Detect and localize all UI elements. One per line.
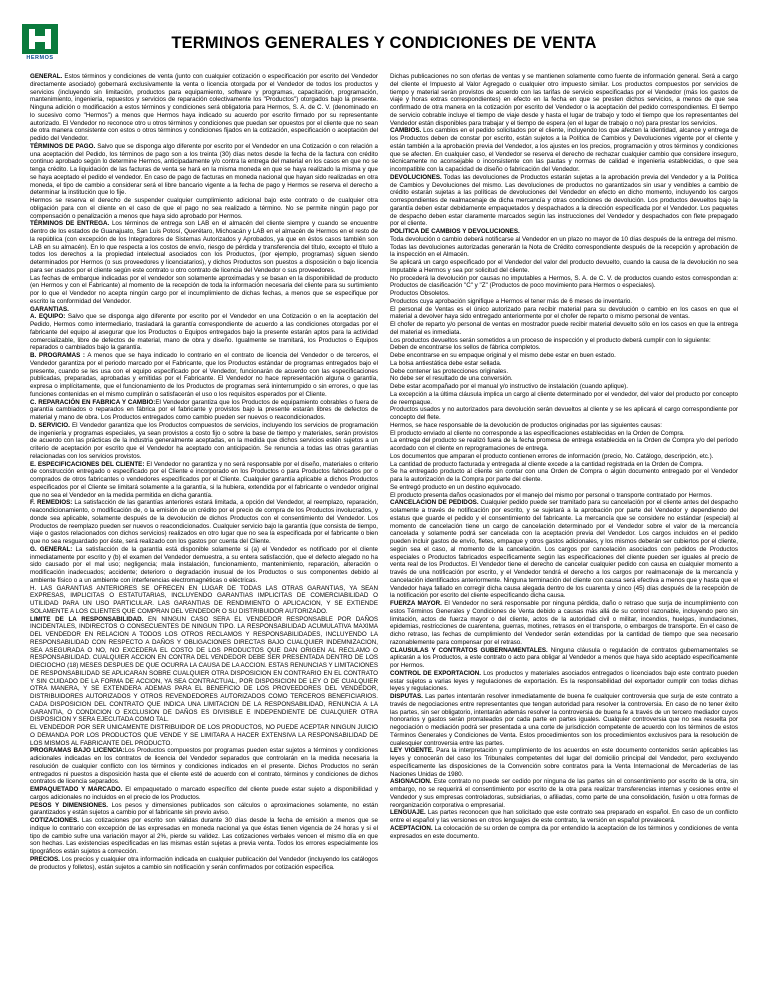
clause-text: Los términos de entrega son LAB en el almacén del cliente siempre y cuando se encuentre dentro de los estados de Guanajuato, San Luis Potosí, Querétaro, Michoacán y LAB en el almacén de Hermos en el resto de la república (con excepción de los Integradores de Sistemas Autorizados y Aprobados, ya que en éstos casos también son LAB en su almacén). En lo que respecta a los costos de envío, riesgo de pérdida y transferencia del título, excepto el título a todos los derechos a la propiedad intelectual asociados con los Productos, (por ejemplo, programas) siguen siendo determinados por Hermos (o sus proveedores y licenciatarios), y dichos Productos son puestos a disposición o bajo licencia para ser usados por el cliente según este contrato u otro contrato de licencia del Vendedor o sus proveedores. bbox=[30, 220, 378, 274]
clause-label: LEY VIGENTE. bbox=[390, 747, 434, 755]
clause-paragraph bbox=[30, 616, 378, 725]
clause-text: El empaquetado o marcado específico del cliente puede estar sujeto a disponibilidad y cargos adicionales no incluidos en el precio de los Productos. bbox=[30, 786, 378, 801]
clause-label: POLITICA DE CAMBIOS Y DEVOLUCIONES. bbox=[390, 228, 520, 235]
clause-paragraph bbox=[390, 360, 738, 368]
clause-text: Productos cuya aprobación signifique a Hermos el tener más de 6 meses de inventario. bbox=[390, 297, 633, 305]
clause-text: Cualquier pedido puede ser tramitado para su cancelación por el cliente antes del despacho solamente a través de notificación por escrito, y se sujetará a la aprobación por parte del Vendedor y dependiendo del estatus que guarde el pedido y el consentimiento del fabricante. La mercancía que se considere no estándar (especial) al momento de cancelación tiene un cargo de cancelación determinado por el Vendedor sobre el valor de la mercancía cancelada y solamente podrá ser cancelada con la aceptación previa del Vendedor. Los cargos incluidos en el pedido pueden incluir gastos de envío, fletes, empaque y otros gastos adicionales, y los mismos deberán ser cubiertos por el cliente, según sea el caso, al momento de la cancelación. Los cargos por cancelación asociados con pedidos de Productos especiales o Productos fabricados específicamente según las especificaciones del cliente pueden ser iguales al precio de venta real de los Productos. El Vendedor tiene el derecho de cancelar cualquier pedido con causa en cualquier momento a través de una notificación por escrito, y el Vendedor tendrá el derecho a los cargos por realmacenaje de la mercancía y cancelación identificados anteriormente. Ninguna terminación del cliente con causa será efectiva a menos que y hasta que el Vendedor haya fallado en corregir dicha causa alegada dentro de los cuarenta y cinco (45) días después de la recepción de la notificación por escrito del cliente especificando dicha causa. bbox=[390, 499, 738, 600]
clause-text: No debe ser el resultado de una conversión. bbox=[390, 375, 513, 383]
clause-text: La cantidad de producto facturada y entregada al cliente excede a la cantidad registrada en la Orden de Compra. bbox=[390, 460, 704, 468]
clause-paragraph bbox=[390, 337, 738, 345]
clause-text: No procederá la devolución por causas no imputables a Hermos, S. A. de C. V. de productos cuando estos correspondan a: Productos de clasificación "C" y "Z" (Productos de poco movimiento para Hermos o especiales). bbox=[390, 274, 738, 290]
clause-label: GARANTIAS. bbox=[30, 305, 69, 313]
clause-paragraph bbox=[390, 344, 738, 352]
clause-paragraph bbox=[30, 73, 378, 143]
clause-paragraph bbox=[390, 290, 738, 298]
clause-text: Productos Obsoletos. bbox=[390, 290, 450, 297]
clause-paragraph bbox=[30, 856, 378, 872]
clause-text: Las partes intentarán resolver inmediatamente de buena fe cualquier controversia que surja de este contrato a través de negociaciones entre representantes que tengan autoridad para resolver la controversia. En caso de no tener éxito las partes, sin ser obligatorio, intentarán además resolver la controversia de buena fe a través de un tercero mediador cuyos honorarios y gastos serán prorrateados por cada parte en partes iguales. Cualquier controversia que no sea resuelta por negociación o mediación podrá ser presentada a una corte de jurisdicción competente de acuerdo con los términos de estos Términos Generales y Condiciones de Venta. Estos procedimientos son los procedimientos exclusivos para la resolución de cualesquier controversia entre las partes. bbox=[390, 693, 738, 747]
clause-text: La satisfacción de la garantía está disponible solamente si (a) el Vendedor es notificado por el cliente inmediatamente por escrito y (b) el examen del Vendedor demuestra, a su entera satisfacción, que el defecto alegado no ha sido causado por el mal uso; negligencia; mala instalación, funcionamiento, mantenimiento, reparación, alteración o modificación inadecuados; accidente; deterioro o degradación inusual de los Productos o sus componentes debido al ambiente físico o a un ambiente con interferencias electromagnéticas o eléctricas. bbox=[30, 545, 378, 584]
clause-paragraph bbox=[390, 306, 738, 322]
clause-text: Debe estar acompañado por el manual y/o instructivo de instalación (cuando aplique). bbox=[390, 383, 628, 390]
clause-paragraph bbox=[390, 383, 738, 391]
clause-paragraph bbox=[30, 724, 378, 747]
clause-paragraph bbox=[390, 430, 738, 438]
clause-text: Deben de encontrarse los sellos de fábrica completos. bbox=[390, 344, 541, 352]
clause-text: Salvo que se disponga algo diferente por escrito por el Vendedor en una Cotización o en la aceptación del Pedido, Hermos como intermediario, trasladará la garantía correspondiente de acuerdo a las condiciones otorgadas por el fabricante del equipo al asegurar que los Productos o Equipos entregados bajo la presente estarán aptos para la actividad comercializable, libre de defectos de material, mano de obra y diseño. Igualmente se tramitará, los Productos o Equipos reparados o cambiados bajo la garantía. bbox=[30, 313, 378, 352]
clause-paragraph bbox=[390, 600, 738, 647]
clause-paragraph bbox=[390, 670, 738, 693]
clause-paragraph bbox=[390, 275, 738, 291]
clause-text: El Vendedor garantiza que los Productos de equipamiento cobrables o fuera de garantía cambiados o reparados en fábrica por el fabricante y provistos bajo la presente estarán libres de defectos de material y mano de obra. Los Productos entregados como cambio pueden ser nuevos o reacondicionados. bbox=[30, 398, 378, 421]
clause-paragraph bbox=[390, 127, 738, 174]
clause-paragraph bbox=[390, 437, 738, 453]
clause-paragraph bbox=[30, 422, 378, 461]
clause-text: H. LAS GARANTIAS ANTERIORES SE OFRECEN EN LUGAR DE TODAS LAS OTRAS GARANTIAS, YA SEAN EXPRESAS, IMPLICITAS O ESTATUTARIAS, INCLUYENDO GARANTIAS IMPLICITAS DE COMERCIABILIDAD O UTILIDAD PARA UN USO PARTICULAR. LAS GARANTIAS DE RENDIMIENTO O APLICACION, Y SE EXTIENDE SOLAMENTE A LOS CLIENTES QUE COMPRAN DEL VENDEDOR O SU DISTRIBUIDOR AUTORIZADO. bbox=[30, 584, 378, 615]
clause-text: EN NINGUN CASO SERA EL VENDEDOR RESPONSABLE POR DAÑOS INCIDENTALES, INDIRECTOS O CONSECUENTES DE NINGUN TIPO. LA RESPONSABILIDAD ACUMULATIVA MAXIMA DEL VENDEDOR EN RELACION A TODOS LOS OTROS RECLAMOS Y RESPONSABILIDADES, INCLUYENDO LA RESPONSABILIDAD CON RESPECTO A DAÑOS Y OBLIGACIONES DIRECTAS BAJO CUALQUIER INDEMNIZACION, SEA ASEGURADA O NO, NO EXCEDERA EL COSTO DE LOS PRODUCTOS QUE DAN ORIGEN AL RECLAMO O RESPONSABILIDAD. CUALQUIER ACCION EN CONTRA DEL VENDEDOR DEBE SER PRESENTADA DENTRO DE LOS DIECIOCHO (18) MESES DESPUES DE QUE OCURRA LA CAUSA DE LA ACCION. ESTAS RENUNCIAS Y LIMITACIONES DE RESPONSABILIDAD SE APLICARAN SOBRE CUALQUIER OTRA DISPOSICION EN CONTRARIO EN EL CONTRATO Y SIN CUIDADO DE LA FORMA DE ACCION, YA SEA CONTRACTUAL, POR DISPOSICION DE LEY O DE CUALQUIER OTRA MANERA, Y SE EXTENDERA ADEMAS PARA EL BENEFICIO DE LOS PROVEEDORES DEL VENDEDOR, DISTRIBUIDORES AUTORIZADOS Y OTROS REVENDEDORES AUTORIZADOS COMO TERCEROS BENEFICIARIOS. CADA DISPOSICION DEL CONTRATO QUE INDICA UNA LIMITACION DE LA RESPONSABILIDAD, RENUNCIA A LA GARANTIA, O CONDICION O EXCLUSION DE DAÑOS ES DIVISIBLE E INDEPENDIENTE DE CUALQUIER OTRA DISPOSICION Y SERA EJECUTADA COMO TAL. bbox=[30, 615, 378, 724]
clause-text: Los precios y cualquier otra información indicada en cualquier publicación del Vendedor (incluyendo los catálogos de productos y folletos), están sujetos a cambio sin notificación y serán confirmados por cotización específica. bbox=[30, 855, 378, 871]
clause-paragraph bbox=[30, 747, 378, 786]
clause-paragraph bbox=[390, 825, 738, 841]
clause-text: Debe contener las protecciones originales. bbox=[390, 367, 509, 375]
clause-label: TÉRMINOS DE ENTREGA. bbox=[30, 220, 110, 228]
clause-label: B. PROGRAMAS : bbox=[30, 352, 85, 359]
clause-paragraph bbox=[390, 244, 738, 260]
clause-text: Los Productos compuestos por programas pueden estar sujetos a términos y condiciones adicionales indicadas en los contratos de licencia del Vendedor separados que controlarán en la medida necesaria la resolución de cualquier conflicto con los términos y condiciones indicados en el presente. Dichos Productos no serán entregados ni puestos a disposición hasta que el cliente esté de acuerdo con el contrato, términos y condiciones de dichos contratos de licencia separados. bbox=[30, 747, 378, 786]
clause-paragraph bbox=[390, 693, 738, 747]
clause-text: El Vendedor no garantiza y no será responsable por el diseño, materiales o criterio de construcción entregado o especificado por el Cliente e incorporado en los Productos o para Productos fabricados por o comprados de otros fabricantes o vendedores especificados por el Cliente. Cualquier garantía aplicable a dichos Productos especificados por el Cliente se limitará solamente a la garantía, si la hubiera, extendida por el fabricante o vendedor original que no sea el Vendedor en la medida permitida en dicha garantía. bbox=[30, 460, 378, 499]
clause-label: CAMBIOS. bbox=[390, 127, 422, 135]
right-column bbox=[390, 73, 738, 985]
clause-paragraph bbox=[30, 786, 378, 802]
clause-text: Las partes reconocen que han solicitado que este contrato sea preparado en español. En caso de un conflicto entre el español y las versiones en otros lenguajes de este contrato, la versión en español prevalecerá. bbox=[390, 809, 738, 824]
clause-paragraph bbox=[390, 809, 738, 825]
clause-text: Los pesos y dimensiones publicados son cálculos o aproximaciones solamente, no están garantizados y están sujetos a cambio por el fabricante sin previo aviso. bbox=[30, 801, 378, 817]
clause-paragraph bbox=[390, 422, 738, 430]
clause-paragraph bbox=[30, 275, 378, 306]
clause-paragraph bbox=[390, 461, 738, 469]
clause-text: La entrega del producto se realizó fuera de la fecha promesa de entrega establecida en la Orden de Compra y/o del período acordado con el cliente en reprogramaciones de entrega. bbox=[390, 437, 738, 452]
clause-text: Todas las devoluciones autorizadas generarán la Nota de Crédito correspondiente después de la recepción y aprobación de la inspección en el Almacén. bbox=[390, 243, 738, 259]
clause-label: CONTROL DE EXPORTACION. bbox=[390, 669, 482, 677]
clause-label: CANCELACION DE PEDIDOS. bbox=[390, 499, 479, 507]
clause-paragraph bbox=[30, 399, 378, 422]
terms-body bbox=[30, 73, 738, 985]
clause-label: COTIZACIONES. bbox=[30, 817, 79, 824]
clause-text: Todas las devoluciones de Productos estarán sujetas a la aprobación previa del Vendedor y a la Política de Cambios y Devoluciones del mismo. Las devoluciones de productos no garantizados sin usar y vendibles a cambio de crédito estarán sujetas a las políticas de devoluciones del Vendedor en efecto en dicho momento, incluyendo los cargos correspondientes de realmacenaje de dicha mercancía y otras condiciones de devolución. Los productos devueltos bajo la garantía deben estar debidamente empaquetados y despachados a la dirección especificada por el Vendedor. Los paquetes de despacho deben estar claramente marcados según las instrucciones del Vendedor y despachados con flete prepagado por el cliente. bbox=[390, 173, 738, 228]
clause-label: PRECIOS. bbox=[30, 855, 60, 863]
clause-text: Las cotizaciones por escrito son válidas durante 30 días desde la fecha de emisión a menos que se indique lo contrario con excepción de las expresadas en moneda nacional ya que éstas tienen vigencia de 24 horas y si el tipo de cambio sufre una variación mayor al 2%, pierde su validez. Las cotizaciones verbales vencen el mismo día en que son hechas. Las existencias especificadas en las mismas están sujetas a previa venta. Todos los errores especialmente los tipográficos están sujetos a corrección. bbox=[30, 817, 378, 855]
clause-paragraph bbox=[390, 492, 738, 500]
clause-label: C. REPARACIÓN EN FABRICA Y CAMBIO: bbox=[30, 398, 156, 406]
clause-label: PROGRAMAS BAJO LICENCIA: bbox=[30, 747, 125, 755]
clause-paragraph bbox=[390, 499, 738, 600]
clause-paragraph bbox=[390, 778, 738, 809]
clause-text: Se ha entregado producto al cliente sin contar con una Orden de Compra o algún documento entregado por el Vendedor para la autorización de la Compra por parte del cliente. bbox=[390, 468, 738, 483]
clause-text: La colocación de su orden de compra da por entendido la aceptación de los términos y condiciones de venta expresados en este documento. bbox=[390, 824, 738, 840]
clause-paragraph bbox=[390, 484, 738, 492]
clause-label: PESOS Y DIMENSIONES. bbox=[30, 801, 109, 809]
clause-paragraph bbox=[30, 802, 378, 818]
clause-text: El Vendedor no será responsable por ninguna pérdida, daño o retraso que surja de incumplimiento con estos Términos Generales y Condiciones de Venta debido a causas más allá de su control razonable, incluyendo pero sin limitación, actos de fuerza mayor o del cliente, actos de la autoridad civil o militar, incendios, huelgas, inundaciones, epidemias, restricciones de cuarentena, guerras, motines, retrasos en el transporte, o embargos de transporte. En el caso de dicho retraso, las fechas de cumplimiento del Vendedor serán extendidas por la cantidad de tiempo que sea necesario razonablemente para compensar por el retraso. bbox=[390, 600, 738, 646]
clause-text: Los productos devueltos serán sometidos a un proceso de inspección y el producto deberá cumplir con lo siguiente: bbox=[390, 336, 711, 344]
clause-label: A. EQUIPO: bbox=[30, 313, 66, 321]
clause-text: El producto presenta daños ocasionados por el manejo del mismo por personal o transporte contratado por Hermos. bbox=[390, 491, 713, 499]
clause-paragraph bbox=[390, 259, 738, 275]
clause-paragraph bbox=[390, 647, 738, 670]
clause-text: Hermos se reserva el derecho de suspender cualquier cumplimiento adicional bajo este contrato o de cualquier otra obligación para con el cliente en el caso de que el pago no sea realizado a término. No se permite ningún pago por compensación o penalización a menos que haya sido aprobado por Hermos. bbox=[30, 197, 378, 220]
clause-paragraph bbox=[390, 73, 738, 127]
clause-paragraph bbox=[390, 406, 738, 422]
clause-text: Estos términos y condiciones de venta (junto con cualquier cotización o especificación por escrito del Vendedor directamente asociado) gobernará exclusivamente la venta o licencia otorgada por el Vendedor de todos los productos y servicios (incluyendo sin limitación, productos para equipamiento, software y programas, capacitación, programación, mantenimiento, ingeniería, repuestos y servicios de reparación colectivamente los "Productos") otorgados bajo la presente. Ninguna adición o modificación a estos términos y condiciones será obligatoria para Hermos, S. A. de C. V. (denominado en lo sucesivo como "Hermos") a menos que Hermos haya indicado su acuerdo por escrito firmado por su representante autorizado. El Vendedor no reconoce otro u otros términos y condiciones que puedan ser opuestos por el cliente que no sean de otra manera consistente con estos o otros términos y condiciones fijados en la cotización, especificación o aceptación del pedido del Vendedor. bbox=[30, 73, 378, 142]
left-column bbox=[30, 73, 378, 985]
clause-paragraph bbox=[390, 368, 738, 376]
clause-text: Hermos, se hace responsable de la devolución de productos originadas por las siguientes causas: bbox=[390, 421, 663, 429]
clause-label: E. ESPECIFICACIONES DEL CLIENTE: bbox=[30, 460, 145, 468]
clause-label: TÉRMINOS DE PAGO. bbox=[30, 142, 96, 150]
clause-label: ASIGNACION. bbox=[390, 778, 432, 786]
clause-text: La satisfacción de las garantías anteriores estará limitada, a opción del Vendedor, al reemplazo, reparación, reacondicionamiento, o modificación de, o la emisión de un crédito por el precio de compra de los Productos involucrados, y donde sea aplicable, solamente después de la devolución de dichos Productos con el consentimiento del Vendedor. Los Productos de reemplazo pueden ser nuevos o reacondicionados. Cualquier servicio bajo la garantía (que consista de tiempo, viaje o gastos relacionados con dichos servicios) realizados en otro lugar que no sea la especificada por el fabricante o bien que no sea resguardado por éste, será realizado con los gastos por cuenta del Cliente. bbox=[30, 499, 378, 545]
clause-text: El Vendedor garantiza que los Productos compuestos de servicios, incluyendo los servicios de programación de ingeniería y programas especiales, ya sean provistos a costo fijo o sobre la base de tiempo y materiales, serán provistos de acuerdo con las prácticas de la industria generalmente aceptadas, en la medida que dichos servicios estén sujetos a un criterio de aceptación por escrito que el Vendedor ha aceptado con anticipación. Se renuncia a todas las otras garantías relacionadas con los servicios provistos. bbox=[30, 421, 378, 460]
clause-text: Toda devolución o cambio deberá notificarse al Vendedor en un plazo no mayor de 10 días después de la entrega del mismo. bbox=[390, 235, 738, 243]
clause-paragraph bbox=[390, 747, 738, 778]
clause-text: Este contrato no puede ser cedido por ninguna de las partes sin el consentimiento por escrito de la otra, sin embargo, no se requerirá el consentimiento por escrito de la otra para realizar transferencias internas y cesiones entre el Vendedor y sus empresas controladoras, subsidiarias, o afiliadas, como parte de una consolidación, fusión u otra formas de reorganización corporativa o empresarial. bbox=[390, 778, 738, 809]
clause-paragraph bbox=[30, 499, 378, 546]
clause-text: Los cambios en el pedido solicitados por el cliente, incluyendo los que afecten la identidad, alcance y entrega de los Productos deben de constar por escrito, están sujetos a la Política de Cambios y Devoluciones vigente por el cliente y están también a la aprobación previa del Vendedor, a los ajustes en los precios, programación y otros términos y condiciones que se afecten. En cualquier caso, el Vendedor se reserva el derecho de rechazar cualquier cambio que considere inseguro, técnicamente no aconsejable o inconsistente con las pautas y normas de calidad e ingeniería establecidas, o que sea incompatible con la capacidad de diseño o fabricación del Vendedor. bbox=[390, 127, 738, 173]
clause-paragraph bbox=[390, 468, 738, 484]
clause-text: Salvo que se disponga algo diferente por escrito por el Vendedor en una Cotización o con relación a una aceptación del Pedido, los términos de pago son a los treinta (30) días netos desde la fecha de la factura con crédito continuo aprobado según lo determine Hermos, anticipadamente y/o contra la entrega del material en los casos en que no se tenga crédito. La liquidación de las facturas de venta se hará en la misma moneda en que se haya realizado la misma y que se haya aceptado el pedido el vendedor. En caso de pago de facturas en moneda nacional que hayan sido realizadas en otra moneda, el tipo de cambio a considerar será el libre bancario vigente a la fecha de pago y Hermos se reserva el derecho a determinar la institución que lo fije. bbox=[30, 142, 378, 197]
clause-label: EMPAQUETADO Y MARCADO. bbox=[30, 786, 123, 793]
clause-paragraph bbox=[30, 461, 378, 500]
clause-text: Productos usados y no autorizados para devolución serán devueltos al cliente y se les aplicará el cargo correspondiente por concepto del flete. bbox=[390, 406, 738, 421]
clause-paragraph bbox=[390, 228, 738, 236]
clause-text: Para la interpretación y cumplimiento de los acuerdos en este documento contenidos serán aplicables las leyes y conocerán del caso los Tribunales competentes del lugar del domicilio principal del Vendedor, pero excluyendo específicamente las disposiciones de la Convención sobre contratos para la Venta Internacional de Mercaderías de las Naciones Unidas de 1980. bbox=[390, 747, 738, 778]
clause-text: El producto enviado al cliente no corresponde a las especificaciones establecidas en la Orden de Compra. bbox=[390, 429, 685, 437]
clause-paragraph bbox=[390, 321, 738, 337]
clause-paragraph bbox=[30, 313, 378, 352]
clause-text: Debe encontrarse en su empaque original y el mismo debe estar en buen estado. bbox=[390, 352, 616, 359]
clause-label: FUERZA MAYOR. bbox=[390, 600, 442, 607]
clause-text: Se aplicará un cargo especificado por el Vendedor del valor del producto devuelto, cuando la causa de la devolución no sea imputable a Hermos y sea por solicitud del cliente. bbox=[390, 259, 738, 274]
clause-label: DEVOLUCIONES. bbox=[390, 173, 442, 181]
hermos-logo-text: HERMOS bbox=[26, 55, 54, 61]
clause-paragraph bbox=[390, 298, 738, 306]
clause-paragraph bbox=[30, 197, 378, 220]
clause-paragraph bbox=[30, 546, 378, 585]
clause-paragraph bbox=[390, 352, 738, 360]
clause-label: D. SERVICIO. bbox=[30, 421, 70, 429]
clause-text: EL VENDEDOR POR SER UNICAMENTE DISTRIBUIDOR DE LOS PRODUCTOS, NO PUEDE ACEPTAR NINGUN JUICIO O DEMANDA POR LOS PRODUCTOS QUE VENDE Y SE LIMITARA A HACER EXTENSIVA LA RESPONSABILIDAD DE LOS MISMOS AL FABRICANTE DEL PRODUCTO. bbox=[30, 724, 378, 747]
clause-paragraph bbox=[390, 391, 738, 407]
clause-text: La excepción a la última cláusula implica un cargo al cliente determinado por el vendedor, del valor del producto por concepto de reempaque. bbox=[390, 390, 738, 406]
clause-text: Ninguna cláusula o regulación de contratos gubernamentales se aplicarán a los Productos, a este contrato o acto para obligar al Vendedor a menos que haya sido aceptado específicamente por Hermos. bbox=[390, 646, 738, 669]
clause-text: Los documentos que amparan el producto contienen errores de información (precio, No. Catálogo, descripción, etc.). bbox=[390, 452, 714, 460]
clause-text: Se entregó producto en un destino equivocado. bbox=[390, 483, 522, 491]
clause-paragraph bbox=[390, 236, 738, 244]
clause-text: Los productos y materiales asociados entregados o licenciados bajo este contrato pueden estar sujetos a varias leyes y regulaciones de exportación. Es la responsabilidad del exportador cumplir con todas dichas leyes y regulaciones. bbox=[390, 669, 738, 693]
clause-text: Las fechas de embarque indicadas por el vendedor son solamente aproximadas y se basan en la disponibilidad de producto (en Hermos y con el Fabricante) al momento de la recepción de toda la información necesaria del cliente para su surtimiento por lo que el Vendedor no acepta ningún cargo por el incumplimiento de dichas fechas, a menos que se especifique por escrito la conformidad del Vendedor. bbox=[30, 274, 378, 305]
clause-paragraph bbox=[30, 306, 378, 314]
clause-label: LENGUAJE. bbox=[390, 809, 426, 817]
clause-paragraph bbox=[30, 585, 378, 616]
clause-paragraph bbox=[30, 352, 378, 399]
clause-paragraph bbox=[30, 817, 378, 856]
clause-label: LIMITE DE LA RESPONSABILIDAD. bbox=[30, 615, 144, 623]
clause-paragraph bbox=[390, 174, 738, 228]
page-title: TERMINOS GENERALES Y CONDICIONES DE VENTA bbox=[171, 34, 597, 52]
clause-paragraph bbox=[30, 220, 378, 274]
clause-paragraph bbox=[30, 143, 378, 197]
clause-text: A menos que se haya indicado lo contrario en el contrato de licencia del Vendedor o de terceros, el Vendedor garantiza por el periodo marcado por el Fabricante, que los Productos estándar de programas entregados bajo el presente, cuando se les usa con el equipo especificado por el Vendedor, funcionarán de acuerdo con las especificaciones publicadas, preparadas, aprobadas y emitidas por el Fabricante. El Vendedor no hace representación alguna o garantía, expresa o implícitamente, que el funcionamiento de los Productos de programas será ininterrumpido o sin errores, o que las funciones contenidas en el mismo cumplirán o satisfacerán el uso o los requisitos esperados por el Cliente. bbox=[30, 352, 378, 398]
clause-text: El chofer de reparto y/o personal de ventas en mostrador puede recibir material devuelto sólo en los casos en que la entrega del material es inmediata. bbox=[390, 321, 738, 336]
clause-text: Dichas publicaciones no son ofertas de ventas y se mantienen solamente como fuente de información general. Será a cargo del cliente el Impuesto al Valor Agregado o cualquier otro impuesto similar. Los productos compuestos por servicios de tiempo y material serán provistos de acuerdo con las tarifas de servicio especificadas por el Vendedor (más los gastos de viaje y horas extras correspondientes) en efecto en la fecha en que se presten dichos servicios, a menos de que sea confirmado de otra manera en la cotización por escrito del Vendedor o la aceptación del pedido correspondientes. El tiempo de servicio cobrable incluye el tiempo de viaje desde y hasta el lugar de trabajo y todo el tiempo que los representantes del Vendedor están disponibles para trabajar y el tiempo de espera (en el lugar de trabajo o no) para prestar los servicios. bbox=[390, 73, 738, 127]
clause-label: DISPUTAS. bbox=[390, 693, 423, 700]
clause-label: GENERAL. bbox=[30, 73, 63, 80]
clause-paragraph bbox=[390, 375, 738, 383]
clause-text: La bolsa antiestática debe estar sellada. bbox=[390, 359, 502, 367]
clause-label: ACEPTACION. bbox=[390, 824, 433, 832]
clause-text: El personal de Ventas es el único autorizado para recibir material para su devolución o cambio en los casos en que el material a devolver haya sido entregado anteriormente por el chofer de reparto o mismo personal de ventas. bbox=[390, 305, 738, 321]
clause-label: G. GENERAL: bbox=[30, 545, 73, 553]
clause-label: CLAUSULAS Y CONTRATOS GUBERNAMENTALES. bbox=[390, 646, 548, 654]
clause-paragraph bbox=[390, 453, 738, 461]
clause-label: F. REMEDIOS: bbox=[30, 499, 73, 507]
